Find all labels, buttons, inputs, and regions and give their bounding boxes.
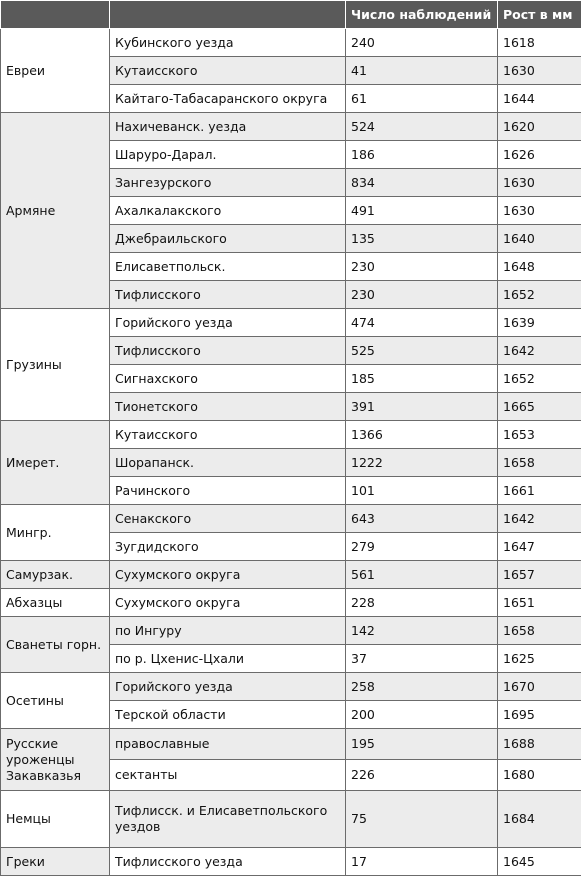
place-cell: Джебраильского [110,225,346,253]
count-cell: 186 [346,141,498,169]
count-cell: 101 [346,477,498,505]
height-cell: 1688 [498,729,581,760]
group-name-cell: Немцы [1,791,110,848]
group-name-cell: Абхазцы [1,589,110,617]
place-cell: Кутаисского [110,57,346,85]
count-cell: 230 [346,253,498,281]
height-cell: 1647 [498,533,581,561]
place-cell: по Ингуру [110,617,346,645]
count-cell: 391 [346,393,498,421]
place-cell: сектанты [110,760,346,791]
count-cell: 61 [346,85,498,113]
count-cell: 230 [346,281,498,309]
place-cell: православные [110,729,346,760]
height-cell: 1640 [498,225,581,253]
group-name-cell: Мингр. [1,505,110,561]
place-cell: Рачинского [110,477,346,505]
height-cell: 1630 [498,57,581,85]
height-cell: 1644 [498,85,581,113]
place-cell: Кайтаго-Табасаранского округа [110,85,346,113]
table-row [1,29,581,57]
height-cell: 1625 [498,645,581,673]
table-row [1,791,581,848]
count-cell: 1222 [346,449,498,477]
group-name-cell: Сванеты горн. [1,617,110,673]
height-cell: 1680 [498,760,581,791]
place-cell: Сенакского [110,505,346,533]
header-count: Число наблюдений [346,1,498,29]
table-body [1,29,581,876]
group-name-cell: Армяне [1,113,110,309]
table-row [1,113,581,141]
table-row [1,309,581,337]
count-cell: 195 [346,729,498,760]
place-cell: Елисаветпольск. [110,253,346,281]
place-cell: Тифлисского [110,281,346,309]
height-cell: 1626 [498,141,581,169]
place-cell: Нахичеванск. уезда [110,113,346,141]
place-cell: Тифлисского [110,337,346,365]
height-cell: 1652 [498,281,581,309]
height-cell: 1648 [498,253,581,281]
height-cell: 1630 [498,169,581,197]
height-cell: 1665 [498,393,581,421]
place-cell: Ахалкалакского [110,197,346,225]
place-cell: Сухумского округа [110,561,346,589]
table-row [1,848,581,876]
height-cell: 1658 [498,449,581,477]
place-cell: Тифлисск. и Елисаветпольского уездов [110,791,346,848]
group-name-cell: Самурзак. [1,561,110,589]
group-name-cell: Греки [1,848,110,876]
group-name-cell: Евреи [1,29,110,113]
group-name-cell: Грузины [1,309,110,421]
table-row [1,505,581,533]
count-cell: 525 [346,337,498,365]
height-cell: 1639 [498,309,581,337]
place-cell: по р. Цхенис-Цхали [110,645,346,673]
table-row [1,421,581,449]
count-cell: 200 [346,701,498,729]
height-cell: 1661 [498,477,581,505]
count-cell: 17 [346,848,498,876]
place-cell: Горийского уезда [110,309,346,337]
place-cell: Шорапанск. [110,449,346,477]
place-cell: Шаруро-Дарал. [110,141,346,169]
height-cell: 1653 [498,421,581,449]
place-cell: Сигнахского [110,365,346,393]
height-cell: 1684 [498,791,581,848]
table-row [1,617,581,645]
count-cell: 643 [346,505,498,533]
header-group [1,1,110,29]
count-cell: 41 [346,57,498,85]
count-cell: 37 [346,645,498,673]
group-name-cell: Русские уроженцы Закавказья [1,729,110,791]
place-cell: Кутаисского [110,421,346,449]
place-cell: Кубинского уезда [110,29,346,57]
height-cell: 1657 [498,561,581,589]
header-height: Рост в мм [498,1,581,29]
header-row [1,1,581,29]
table-row [1,561,581,589]
group-name-cell: Осетины [1,673,110,729]
height-cell: 1670 [498,673,581,701]
count-cell: 135 [346,225,498,253]
count-cell: 1366 [346,421,498,449]
count-cell: 240 [346,29,498,57]
group-name-cell: Имерет. [1,421,110,505]
height-cell: 1642 [498,337,581,365]
place-cell: Зугдидского [110,533,346,561]
count-cell: 474 [346,309,498,337]
height-cell: 1645 [498,848,581,876]
height-cell: 1620 [498,113,581,141]
count-cell: 75 [346,791,498,848]
count-cell: 279 [346,533,498,561]
count-cell: 834 [346,169,498,197]
header-place [110,1,346,29]
height-cell: 1695 [498,701,581,729]
count-cell: 185 [346,365,498,393]
place-cell: Сухумского округа [110,589,346,617]
count-cell: 226 [346,760,498,791]
place-cell: Зангезурского [110,169,346,197]
table-row [1,673,581,701]
height-cell: 1652 [498,365,581,393]
count-cell: 142 [346,617,498,645]
table-row [1,589,581,617]
height-cell: 1630 [498,197,581,225]
height-cell: 1651 [498,589,581,617]
height-cell: 1658 [498,617,581,645]
height-cell: 1618 [498,29,581,57]
height-cell: 1642 [498,505,581,533]
table-row [1,729,581,760]
count-cell: 524 [346,113,498,141]
place-cell: Тифлисского уезда [110,848,346,876]
count-cell: 491 [346,197,498,225]
count-cell: 561 [346,561,498,589]
place-cell: Терской области [110,701,346,729]
place-cell: Горийского уезда [110,673,346,701]
place-cell: Тионетского [110,393,346,421]
count-cell: 228 [346,589,498,617]
count-cell: 258 [346,673,498,701]
